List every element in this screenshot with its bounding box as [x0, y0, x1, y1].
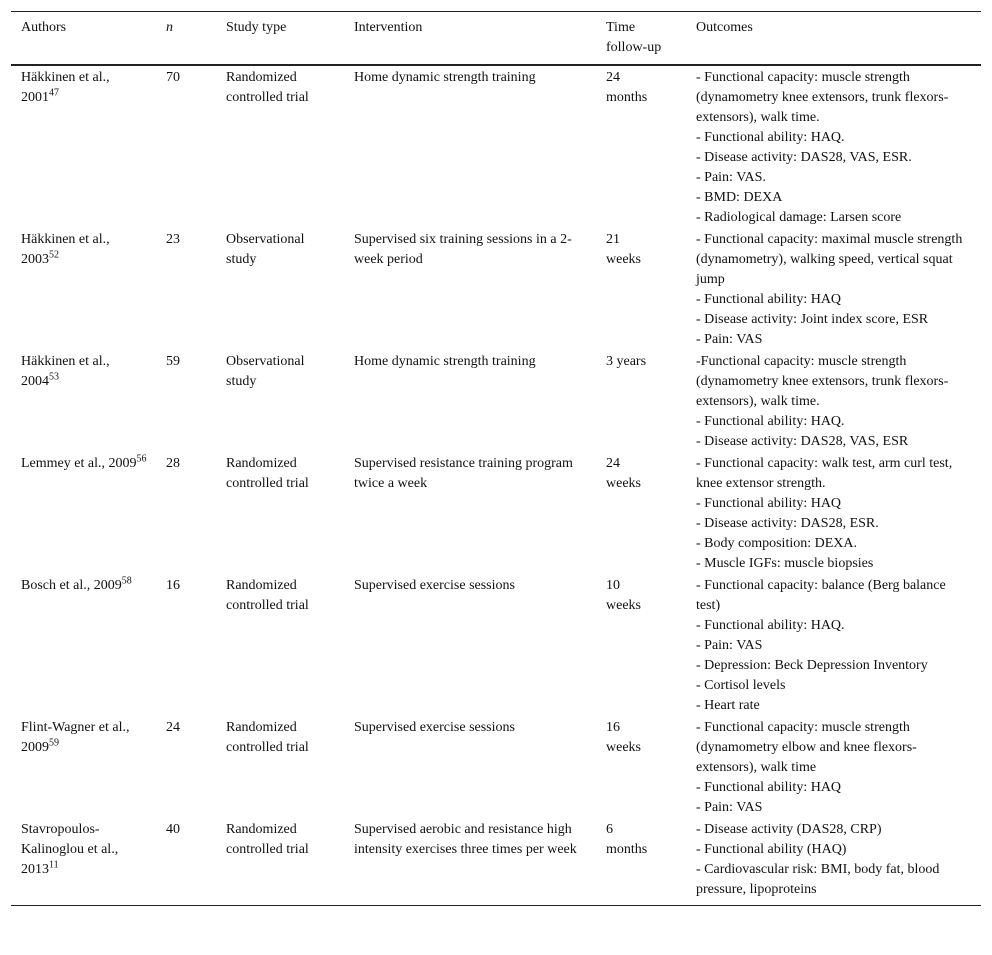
- reference-number: 59: [49, 737, 59, 749]
- cell-time-follow-up: 16 weeks: [606, 720, 641, 755]
- outcome-item: - Cortisol levels: [696, 678, 786, 693]
- outcome-item: - Functional capacity: muscle strength (dynamometry knee extensors, trunk flexors-extensors), walk time.: [696, 70, 949, 125]
- table-row: [11, 819, 981, 906]
- cell-outcomes: [686, 65, 981, 229]
- outcome-item: - BMD: DEXA: [696, 190, 783, 205]
- outcome-item: - Functional ability (HAQ): [696, 842, 847, 857]
- cell-author: [11, 65, 156, 229]
- cell-intervention: Home dynamic strength training: [354, 354, 536, 369]
- table-row: [11, 717, 981, 819]
- cell-intervention: Supervised exercise sessions: [354, 720, 515, 735]
- reference-number: 58: [121, 575, 132, 587]
- author-name: Bosch et al., 2009: [21, 578, 122, 593]
- cell-outcomes: [686, 229, 981, 351]
- cell-intervention: Supervised exercise sessions: [354, 578, 515, 593]
- outcome-item: - Disease activity: DAS28, VAS, ESR: [696, 434, 909, 449]
- reference-number: 47: [49, 87, 59, 99]
- cell-study-type: Randomized controlled trial: [226, 70, 309, 105]
- outcome-item: - Functional ability: HAQ: [696, 496, 842, 511]
- cell-study-type: Observational study: [226, 354, 305, 389]
- cell-intervention: Supervised resistance training program twice a week: [354, 456, 573, 491]
- outcome-item: - Functional capacity: muscle strength (dynamometry elbow and knee flexors-extensors), walk time: [696, 720, 917, 775]
- outcome-item: - Heart rate: [696, 698, 760, 713]
- cell-outcomes: [686, 351, 981, 453]
- header-n: n: [166, 20, 173, 35]
- outcome-item: - Functional capacity: maximal muscle strength (dynamometry), walking speed, vertical squat jump: [696, 232, 963, 287]
- cell-intervention: Supervised aerobic and resistance high intensity exercises three times per week: [354, 822, 577, 857]
- header-outcomes: Outcomes: [696, 20, 753, 35]
- cell-time-follow-up: 21 weeks: [606, 232, 641, 267]
- outcome-item: - Disease activity: Joint index score, ESR: [696, 312, 929, 327]
- studies-table-container: [11, 11, 981, 906]
- author-name: Lemmey et al., 2009: [21, 456, 137, 471]
- cell-outcomes: [686, 819, 981, 906]
- author-name: Häkkinen et al., 2003: [21, 232, 110, 267]
- cell-author: [11, 453, 156, 575]
- outcome-item: - Body composition: DEXA.: [696, 536, 857, 551]
- reference-number: 11: [49, 859, 59, 871]
- table-row: [11, 453, 981, 575]
- cell-outcomes: [686, 717, 981, 819]
- cell-study-type: Randomized controlled trial: [226, 578, 309, 613]
- header-time-follow-up: Time follow-up: [606, 20, 662, 55]
- outcome-item: - Disease activity (DAS28, CRP): [696, 822, 882, 837]
- cell-time-follow-up: 3 years: [606, 354, 647, 369]
- outcome-item: - Muscle IGFs: muscle biopsies: [696, 556, 874, 571]
- studies-table: [11, 11, 981, 906]
- table-row: [11, 65, 981, 229]
- cell-n: 24: [166, 720, 180, 735]
- outcome-item: -Functional capacity: muscle strength (dynamometry knee extensors, trunk flexors-extensors), walk time.: [696, 354, 949, 409]
- outcome-item: - Pain: VAS: [696, 332, 763, 347]
- reference-number: 53: [49, 371, 59, 383]
- cell-author: [11, 351, 156, 453]
- outcome-item: - Functional ability: HAQ.: [696, 414, 845, 429]
- author-name: Stavropoulos-Kalinoglou et al., 2013: [21, 822, 119, 877]
- cell-n: 70: [166, 70, 180, 85]
- outcome-item: - Functional ability: HAQ: [696, 780, 842, 795]
- cell-time-follow-up: 10 weeks: [606, 578, 641, 613]
- cell-author: [11, 717, 156, 819]
- table-body: [11, 65, 981, 906]
- cell-study-type: Randomized controlled trial: [226, 822, 309, 857]
- cell-author: [11, 819, 156, 906]
- cell-outcomes: [686, 453, 981, 575]
- cell-author: [11, 229, 156, 351]
- cell-outcomes: [686, 575, 981, 717]
- cell-n: 23: [166, 232, 180, 247]
- table-header-row: [11, 12, 981, 66]
- cell-author: [11, 575, 156, 717]
- outcome-item: - Functional ability: HAQ.: [696, 618, 845, 633]
- cell-study-type: Observational study: [226, 232, 305, 267]
- header-authors: Authors: [21, 20, 67, 35]
- reference-number: 56: [136, 453, 147, 465]
- outcome-item: - Depression: Beck Depression Inventory: [696, 658, 928, 673]
- cell-n: 28: [166, 456, 180, 471]
- cell-intervention: Home dynamic strength training: [354, 70, 536, 85]
- header-study-type: Study type: [226, 20, 287, 35]
- outcome-item: - Functional capacity: walk test, arm curl test, knee extensor strength.: [696, 456, 953, 491]
- table-row: [11, 575, 981, 717]
- outcome-item: - Radiological damage: Larsen score: [696, 210, 902, 225]
- cell-time-follow-up: 6 months: [606, 822, 648, 857]
- outcome-item: - Pain: VAS: [696, 638, 763, 653]
- outcome-item: - Cardiovascular risk: BMI, body fat, blood pressure, lipoproteins: [696, 862, 940, 897]
- outcome-item: - Pain: VAS: [696, 800, 763, 815]
- outcome-item: - Disease activity: DAS28, VAS, ESR.: [696, 150, 912, 165]
- header-intervention: Intervention: [354, 20, 423, 35]
- cell-study-type: Randomized controlled trial: [226, 456, 309, 491]
- outcome-item: - Functional ability: HAQ.: [696, 130, 845, 145]
- cell-n: 16: [166, 578, 180, 593]
- table-row: [11, 351, 981, 453]
- cell-time-follow-up: 24 weeks: [606, 456, 641, 491]
- outcome-item: - Disease activity: DAS28, ESR.: [696, 516, 879, 531]
- author-name: Häkkinen et al., 2004: [21, 354, 110, 389]
- reference-number: 52: [49, 249, 59, 261]
- author-name: Flint-Wagner et al., 2009: [21, 720, 130, 755]
- author-name: Häkkinen et al., 2001: [21, 70, 110, 105]
- cell-time-follow-up: 24 months: [606, 70, 648, 105]
- outcome-item: - Pain: VAS.: [696, 170, 766, 185]
- cell-intervention: Supervised six training sessions in a 2-week period: [354, 232, 572, 267]
- cell-study-type: Randomized controlled trial: [226, 720, 309, 755]
- outcome-item: - Functional ability: HAQ: [696, 292, 842, 307]
- cell-n: 59: [166, 354, 180, 369]
- cell-n: 40: [166, 822, 180, 837]
- table-row: [11, 229, 981, 351]
- outcome-item: - Functional capacity: balance (Berg balance test): [696, 578, 946, 613]
